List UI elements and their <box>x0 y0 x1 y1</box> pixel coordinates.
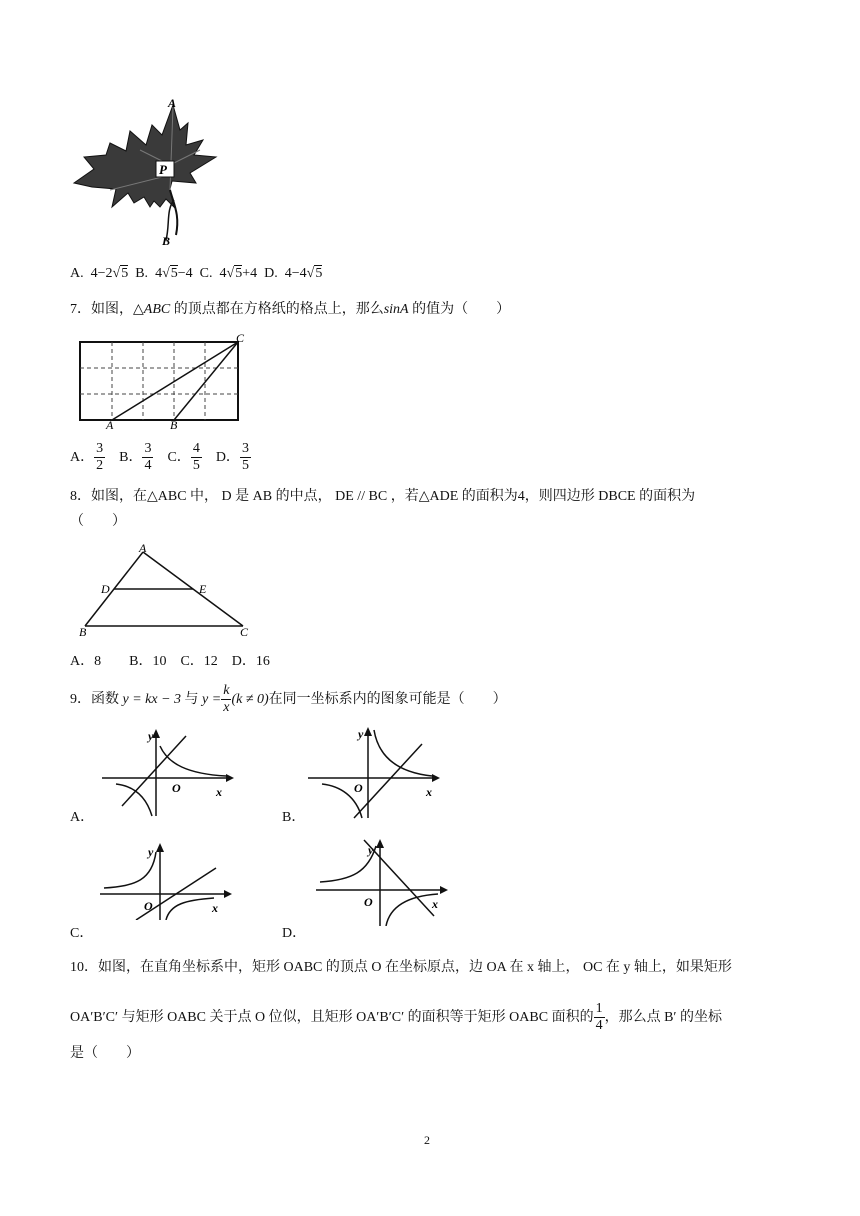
graph-option-c <box>96 840 236 920</box>
q8-stem-line1: 8．如图，在△ABC 中， D 是 AB 的中点， DE // BC ，若△ADE 的面积为4，则四边形 DBCE 的面积为 <box>70 489 696 504</box>
svg-text:y: y <box>148 729 154 743</box>
q8-options: A．8 B．10 C．12 D．16 <box>70 654 270 669</box>
label-a: A <box>139 542 147 555</box>
q10-stem-line3: 是（ ） <box>70 1046 140 1061</box>
svg-text:x: x <box>426 785 432 799</box>
label-c: C <box>240 625 249 638</box>
label-b: B <box>162 234 171 248</box>
label-e: E <box>199 582 207 596</box>
svg-text:O: O <box>364 895 373 909</box>
svg-text:y: y <box>368 843 374 857</box>
graph-option-b <box>304 724 444 820</box>
triangle-de-figure <box>75 542 255 638</box>
label-a: A <box>106 418 114 430</box>
grid-triangle-figure <box>70 330 250 430</box>
q8-stem-line2: （ ） <box>70 514 126 529</box>
q7-options: A． $\frac{3}{2}$ B． $\frac{3}{4}$ C． $\frac{4}{5}$ D． $\frac{3}{5}$ <box>70 441 249 474</box>
q7-stem: 7．如图，△ABC 的顶点都在方格纸的格点上，那么sinA 的值为（ ） <box>70 302 511 317</box>
svg-text:y: y <box>148 845 154 859</box>
leaf-stem <box>170 190 177 235</box>
label-c: C <box>236 331 245 345</box>
svg-text:x: x <box>432 897 438 911</box>
label-a: A <box>168 96 177 110</box>
q10-stem-line2: OA′B′C′ 与矩形 OABC 关于点 O 位似，且矩形 OA′B′C′ 的面积等于矩形 OABC 面积的 $\frac{1}{4}$ ，那么点 B′ 的坐标 <box>70 1001 722 1034</box>
q9-option-a-label: A． <box>70 810 95 825</box>
label-d: D <box>101 582 110 596</box>
svg-text:y: y <box>358 727 364 741</box>
label-p: P <box>159 162 167 177</box>
svg-text:x: x <box>212 901 218 915</box>
q10-stem-line1: 10．如图，在直角坐标系中，矩形 OABC 的顶点 O 在坐标原点，边 OA 在 x 轴上， OC 在 y 轴上，如果矩形 <box>70 960 732 975</box>
q9-stem: 9．函数 y = kx − 3 与 y = $\frac{k}{x}$ (k ≠ 0)在同一坐标系内的图象可能是（ ） <box>70 683 507 716</box>
svg-text:O: O <box>172 781 181 795</box>
label-b: B <box>170 418 178 430</box>
graph-option-a <box>98 726 238 818</box>
q6-options: A. 4−2√5 B. 4√5−4 C. 4√5+4 D. 4−4√5 <box>70 266 323 281</box>
page-number: 2 <box>424 1133 430 1147</box>
svg-text:O: O <box>144 899 153 913</box>
q9-option-d-label: D． <box>282 926 307 941</box>
svg-text:x: x <box>216 785 222 799</box>
label-b: B <box>79 625 87 638</box>
svg-text:O: O <box>354 781 363 795</box>
q9-option-b-label: B． <box>282 810 306 825</box>
leaf-shape <box>74 105 216 207</box>
graph-option-d <box>312 836 452 926</box>
maple-leaf-figure <box>70 95 220 250</box>
q9-option-c-label: C． <box>70 926 94 941</box>
